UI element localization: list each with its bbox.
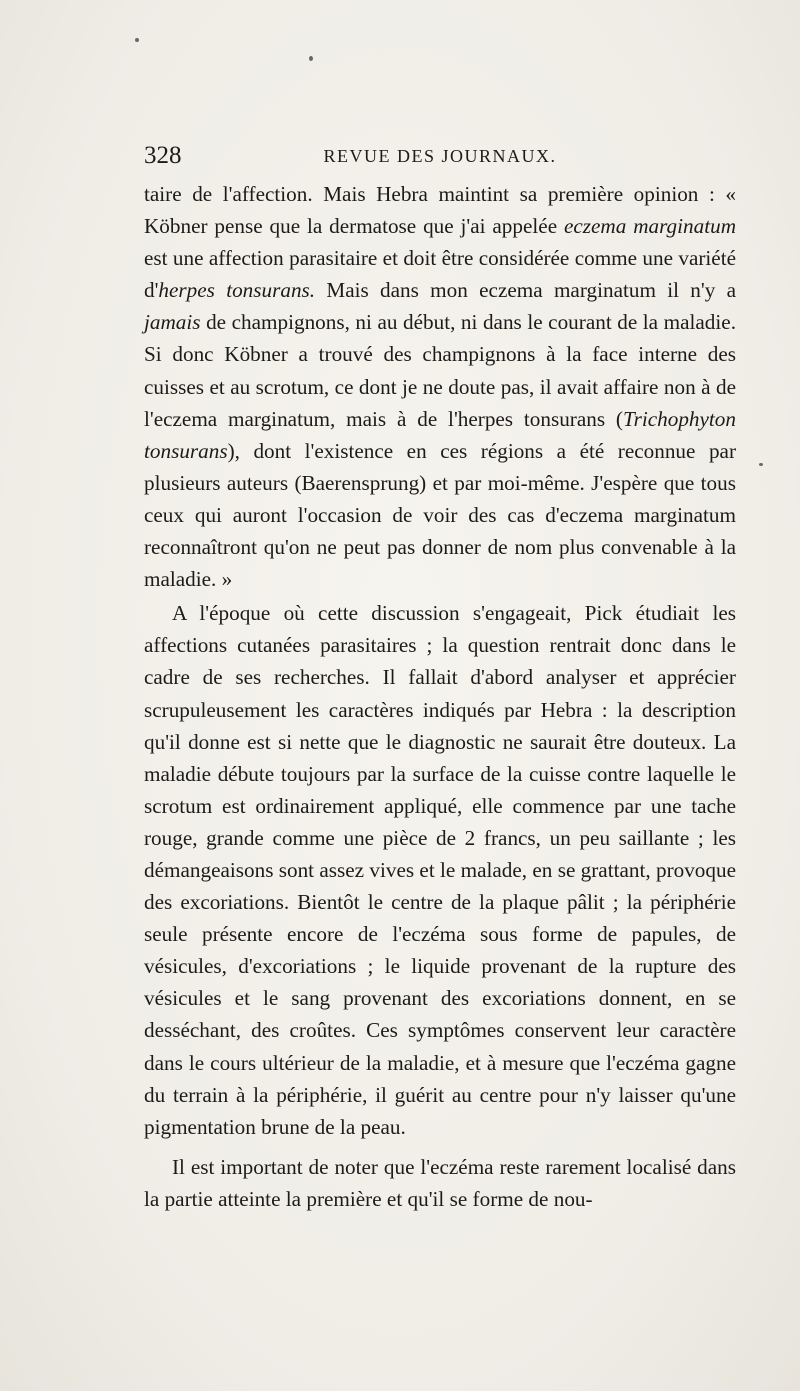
text-run: est une affection parasitaire et doit être considérée comme une variété d' [144, 246, 736, 303]
print-speck [759, 463, 763, 466]
text-run: ), dont l'existence en ces régions a été reconnue par plusieurs auteurs (Baerensprung) et par moi-même. J'espère que tous ceux qui auront l'occasion de voir des cas d'eczema marginatum reconnaîtront qu'on ne peut pas donner de nom plus convenable à la maladie. » [144, 438, 736, 592]
text-run: Mais dans mon eczema marginatum il n'y a [315, 278, 736, 303]
page-number: 328 [144, 142, 182, 169]
page-header [144, 142, 736, 176]
text-run: de champignons, ni au début, ni dans le courant de la maladie. Si donc Köbner a trouvé des champignons à la face interne des cuisses et au scrotum, ce dont je ne doute pas, il avait affaire non à de l'eczema marginatum, mais à de l'herpes tonsurans ( [144, 310, 736, 431]
print-speck [135, 38, 139, 42]
italic-term: eczema marginatum [563, 214, 736, 239]
body-text [144, 178, 736, 1215]
running-title: REVUE DES JOURNAUX. [323, 146, 557, 166]
italic-term: Trichophyton tonsurans [144, 406, 736, 463]
text-run: taire de l'affection. Mais Hebra maintint sa première opinion : « Köbner pense que la dermatose que j'ai appelée [144, 182, 736, 239]
paragraph-3: Il est important de noter que l'eczéma reste rarement localisé dans la partie atteinte la première et qu'il se forme de nou- [144, 1154, 736, 1211]
italic-term: herpes tonsurans. [158, 278, 316, 303]
print-speck [309, 56, 313, 61]
italic-term: jamais [144, 310, 201, 335]
paragraph-2: A l'époque où cette discussion s'engageait, Pick étudiait les affections cutanées parasitaires ; la question rentrait donc dans le cadre de ses recherches. Il fallait d'abord analyser et apprécier scrupuleusement les caractères indiqués par Hebra : la description qu'il donne est si nette que le diagnostic ne saurait être douteux. La maladie débute toujours par la surface de la cuisse contre laquelle le scrotum est ordinairement appliqué, elle commence par une tache rouge, grande comme une pièce de 2 francs, un peu saillante ; les démangeaisons sont assez vives et le malade, en se grattant, provoque des excoriations. Bientôt le centre de la plaque pâlit ; la périphérie seule présente encore de l'eczéma sous forme de papules, de vésicules, d'excoriations ; le liquide provenant de la rupture des vésicules et le sang provenant des excoriations donnent, en se desséchant, des croûtes. Ces symptômes conservent leur caractère dans le cours ultérieur de la maladie, et à mesure que l'eczéma gagne du terrain à la périphérie, il guérit au centre pour n'y laisser qu'une pigmentation brune de la peau. [144, 601, 736, 1139]
paragraph-1 [144, 178, 736, 595]
